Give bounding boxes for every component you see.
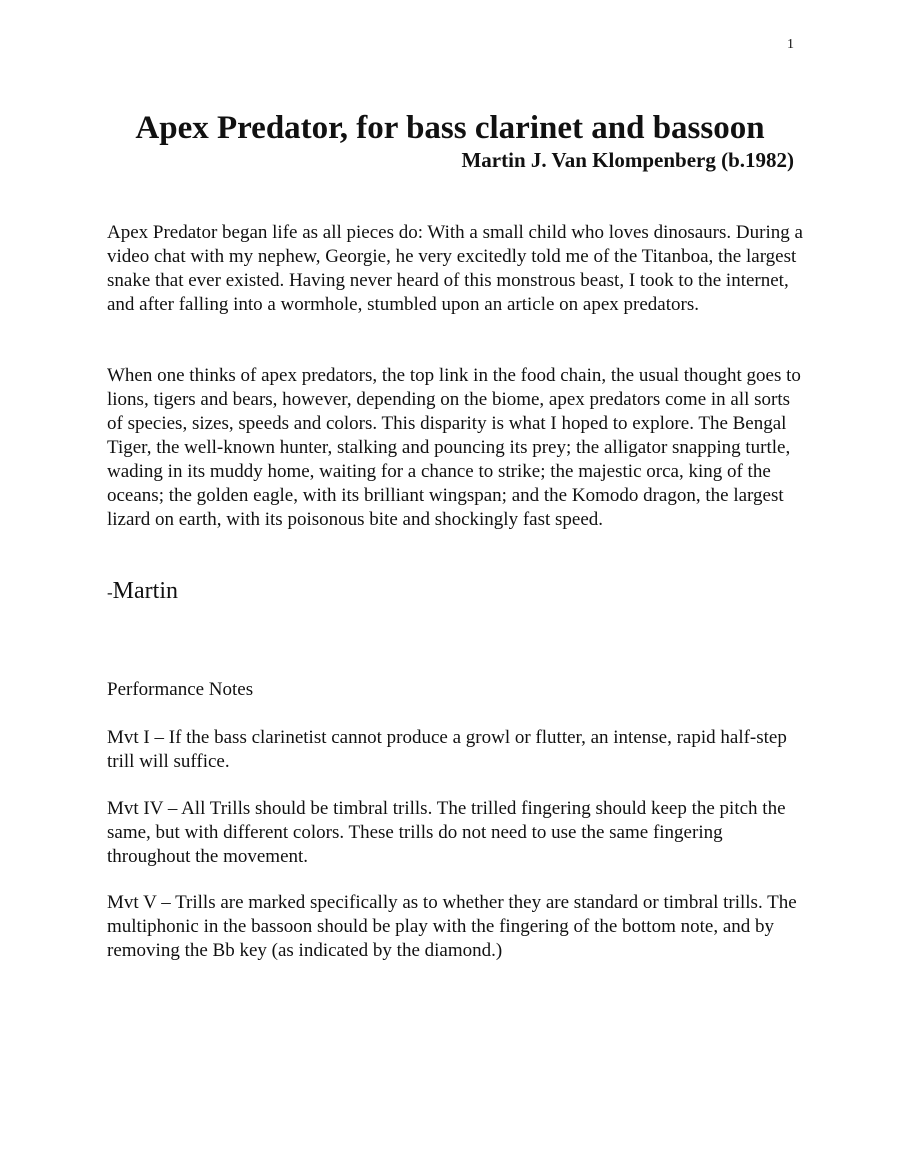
performance-note-mvt-1: Mvt I – If the bass clarinetist cannot produce a growl or flutter, an intense, rapid half-step trill will suffice. xyxy=(107,727,787,772)
performance-notes-heading: Performance Notes xyxy=(107,679,254,700)
intro-paragraph-1: Apex Predator began life as all pieces do: With a small child who loves dinosaurs. During a video chat with my nephew, Georgie, he very excitedly told me of the Titanboa, the largest snake that ever existed. Having never heard of this monstrous beast, I took to the internet, and after falling into a wormhole, stumbled upon an article on apex predators. xyxy=(107,222,803,315)
performance-note-mvt-4: Mvt IV – All Trills should be timbral trills. The trilled fingering should keep the pitch the same, but with different colors. These trills do not need to use the same fingering throughout the movement. xyxy=(107,798,786,867)
signature xyxy=(107,576,178,608)
composer-credit: Martin J. Van Klompenberg (b.1982) xyxy=(461,148,794,172)
signature-name: Martin xyxy=(112,578,178,604)
performance-note-mvt-5: Mvt V – Trills are marked specifically as to whether they are standard or timbral trills. The multiphonic in the bassoon should be play with the fingering of the bottom note, and by removing the Bb key (as indicated by the diamond.) xyxy=(107,892,797,961)
page-title: Apex Predator, for bass clarinet and bassoon xyxy=(135,110,765,146)
signature-dash: - xyxy=(107,583,113,602)
page-number: 1 xyxy=(787,37,794,52)
intro-paragraph-2: When one thinks of apex predators, the top link in the food chain, the usual thought goes to lions, tigers and bears, however, depending on the biome, apex predators come in all sorts of species, sizes, speeds and colors. This disparity is what I hoped to explore. The Bengal Tiger, the well-known hunter, stalking and pouncing its prey; the alligator snapping turtle, wading in its muddy home, waiting for a chance to strike; the majestic orca, king of the oceans; the golden eagle, with its brilliant wingspan; and the Komodo dragon, the largest lizard on earth, with its poisonous bite and shockingly fast speed. xyxy=(107,365,801,530)
